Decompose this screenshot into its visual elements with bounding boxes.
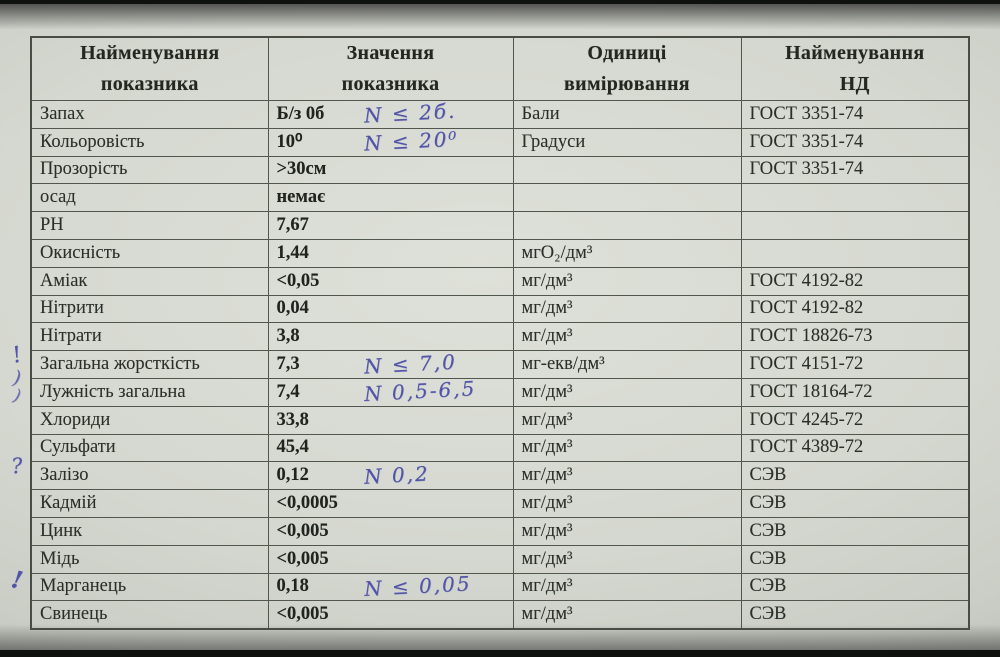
units-cell xyxy=(513,601,741,629)
units-label: мг/дм³ xyxy=(521,548,573,569)
table-row xyxy=(31,295,969,323)
margin-mark: ! xyxy=(8,563,26,595)
nd-cell xyxy=(741,101,969,129)
header-indicator-name xyxy=(31,37,268,101)
indicator-name-cell xyxy=(31,434,268,462)
table-row xyxy=(31,184,969,212)
indicator-name: Свинець xyxy=(40,603,108,624)
indicator-value-cell xyxy=(268,101,513,129)
nd-label: СЭВ xyxy=(749,493,787,514)
units-label: Градуси xyxy=(521,131,586,152)
nd-cell xyxy=(741,128,969,156)
indicator-value: 3,8 xyxy=(276,326,300,347)
nd-label: ГОСТ 18164-72 xyxy=(749,381,873,402)
table-row xyxy=(31,490,969,518)
indicator-name: осад xyxy=(40,187,76,208)
table-row xyxy=(31,545,969,573)
table-row xyxy=(31,101,969,129)
table-row xyxy=(31,351,969,379)
table-row xyxy=(31,462,969,490)
document-photo xyxy=(0,4,1000,650)
units-cell xyxy=(513,295,741,323)
units-cell xyxy=(513,378,741,406)
margin-mark: ? xyxy=(10,453,24,479)
handwritten-note: N ≤ 20⁰ xyxy=(362,126,459,156)
table-row xyxy=(31,156,969,184)
nd-label: ГОСТ 4389-72 xyxy=(749,437,864,458)
indicator-name: Кольоровість xyxy=(40,131,145,152)
indicator-name: Прозорість xyxy=(40,159,128,180)
units-label: мг/дм³ xyxy=(521,465,573,486)
indicator-value: 33,8 xyxy=(276,409,309,430)
indicator-value-cell xyxy=(268,378,513,406)
indicator-value: 45,4 xyxy=(276,437,309,458)
indicator-name-cell xyxy=(31,351,268,379)
indicator-name-cell xyxy=(31,462,268,490)
units-cell xyxy=(513,490,741,518)
nd-cell xyxy=(741,156,969,184)
indicator-name-cell xyxy=(31,156,268,184)
indicator-name-cell xyxy=(31,490,268,518)
units-label: мг/дм³ xyxy=(521,381,573,402)
nd-label: ГОСТ 3351-74 xyxy=(749,103,864,124)
header-row xyxy=(31,37,969,101)
indicator-value-cell xyxy=(268,323,513,351)
indicator-name-cell xyxy=(31,601,268,629)
indicator-name-cell xyxy=(31,212,268,240)
indicator-value: >30см xyxy=(276,159,327,180)
indicator-value-cell xyxy=(268,573,513,601)
units-cell xyxy=(513,323,741,351)
indicator-name-cell xyxy=(31,323,268,351)
nd-cell xyxy=(741,323,969,351)
units-cell xyxy=(513,573,741,601)
nd-label: СЭВ xyxy=(749,520,787,541)
indicator-value-cell xyxy=(268,128,513,156)
units-label: мг/дм³ xyxy=(521,520,573,541)
header-nd-line2: НД xyxy=(839,73,870,95)
nd-label: ГОСТ 3351-74 xyxy=(749,159,864,180)
indicator-value: 0,04 xyxy=(276,298,309,319)
handwritten-note: N 0,5-6,5 xyxy=(362,376,477,407)
units-label: мг/дм³ xyxy=(521,493,573,514)
units-cell xyxy=(513,434,741,462)
units-cell xyxy=(513,239,741,267)
units-label: мг/дм³ xyxy=(521,270,573,291)
table-header xyxy=(31,37,969,101)
indicator-name: Лужність загальна xyxy=(40,381,186,402)
indicator-name-cell xyxy=(31,378,268,406)
indicator-value: <0,005 xyxy=(276,548,329,569)
indicator-value-cell xyxy=(268,601,513,629)
header-units xyxy=(513,37,741,101)
indicator-value: 0,12 xyxy=(276,465,309,486)
margin-mark: ! xyxy=(9,342,25,369)
nd-cell xyxy=(741,573,969,601)
nd-cell xyxy=(741,212,969,240)
indicator-name: Загальна жорсткість xyxy=(40,354,200,375)
nd-cell xyxy=(741,601,969,629)
indicator-name: Нітрати xyxy=(40,326,102,347)
table-row xyxy=(31,378,969,406)
table-body xyxy=(31,101,969,629)
indicator-value: <0,0005 xyxy=(276,493,338,514)
units-cell xyxy=(513,156,741,184)
units-label: Бали xyxy=(521,103,560,124)
indicator-name: Сульфати xyxy=(40,437,116,458)
handwritten-note: N 0,2 xyxy=(362,461,430,489)
indicator-name: РН xyxy=(40,215,64,236)
indicator-value-cell xyxy=(268,434,513,462)
indicator-name: Окисність xyxy=(40,242,121,263)
units-label: мг/дм³ xyxy=(521,576,573,597)
nd-cell xyxy=(741,295,969,323)
indicator-value-cell xyxy=(268,156,513,184)
handwritten-note: N ≤ 7,0 xyxy=(362,349,457,379)
table-row xyxy=(31,239,969,267)
indicator-name-cell xyxy=(31,295,268,323)
indicator-name: Нітрити xyxy=(40,298,104,319)
header-units-line1: Одиниці xyxy=(587,42,667,64)
indicator-value-cell xyxy=(268,351,513,379)
indicator-name: Хлориди xyxy=(40,409,111,430)
indicator-value-cell xyxy=(268,462,513,490)
units-cell xyxy=(513,462,741,490)
nd-cell xyxy=(741,462,969,490)
nd-cell xyxy=(741,545,969,573)
nd-label: СЭВ xyxy=(749,576,787,597)
units-cell xyxy=(513,545,741,573)
nd-cell xyxy=(741,351,969,379)
indicator-value-cell xyxy=(268,212,513,240)
units-label: мг/дм³ xyxy=(521,326,573,347)
nd-label: ГОСТ 4192-82 xyxy=(749,270,864,291)
indicator-value-cell xyxy=(268,545,513,573)
header-indicator-name-line1: Найменування xyxy=(80,42,220,64)
nd-label: СЭВ xyxy=(749,603,787,624)
indicator-name-cell xyxy=(31,128,268,156)
nd-label: СЭВ xyxy=(749,465,787,486)
indicator-name-cell xyxy=(31,239,268,267)
indicator-value: 1,44 xyxy=(276,242,309,263)
indicator-name: Мідь xyxy=(40,548,80,569)
table-row xyxy=(31,267,969,295)
indicator-name-cell xyxy=(31,517,268,545)
handwritten-note: N ≤ 0,05 xyxy=(362,571,472,601)
header-indicator-name-line2: показника xyxy=(100,73,199,95)
indicator-name: Аміак xyxy=(40,270,88,291)
table-row xyxy=(31,573,969,601)
indicator-name-cell xyxy=(31,573,268,601)
indicator-value: 10⁰ xyxy=(276,132,303,153)
indicator-value: <0,005 xyxy=(276,520,329,541)
indicator-value-cell xyxy=(268,406,513,434)
indicator-value: немає xyxy=(276,187,326,208)
units-label: мг/дм³ xyxy=(521,409,573,430)
indicator-value-cell xyxy=(268,490,513,518)
indicator-name: Кадмій xyxy=(40,493,97,514)
units-label: мгО₂/дм³ xyxy=(521,242,593,263)
units-cell xyxy=(513,184,741,212)
water-quality-table xyxy=(30,36,970,630)
indicator-value: 7,3 xyxy=(276,354,300,375)
units-label: мг/дм³ xyxy=(521,298,573,319)
units-label: мг-екв/дм³ xyxy=(521,354,605,375)
units-cell xyxy=(513,351,741,379)
header-indicator-value xyxy=(268,37,513,101)
indicator-name: Марганець xyxy=(40,576,127,597)
nd-cell xyxy=(741,406,969,434)
indicator-name-cell xyxy=(31,267,268,295)
indicator-name: Запах xyxy=(40,103,85,124)
nd-label: СЭВ xyxy=(749,548,787,569)
indicator-value: Б/з 0б xyxy=(276,103,325,124)
indicator-name-cell xyxy=(31,184,268,212)
header-nd xyxy=(741,37,969,101)
nd-label: ГОСТ 18826-73 xyxy=(749,326,873,347)
units-cell xyxy=(513,128,741,156)
nd-label: ГОСТ 4245-72 xyxy=(749,409,864,430)
table-row xyxy=(31,128,969,156)
indicator-value-cell xyxy=(268,517,513,545)
units-cell xyxy=(513,212,741,240)
indicator-value: <0,005 xyxy=(276,603,329,624)
indicator-value-cell xyxy=(268,184,513,212)
nd-label: ГОСТ 4151-72 xyxy=(749,354,864,375)
nd-cell xyxy=(741,378,969,406)
table-row xyxy=(31,434,969,462)
nd-label: ГОСТ 4192-82 xyxy=(749,298,864,319)
units-cell xyxy=(513,517,741,545)
nd-cell xyxy=(741,517,969,545)
nd-cell xyxy=(741,434,969,462)
indicator-value-cell xyxy=(268,295,513,323)
indicator-name: Цинк xyxy=(40,520,83,541)
indicator-value: 0,18 xyxy=(276,576,309,597)
units-cell xyxy=(513,101,741,129)
units-label: мг/дм³ xyxy=(521,437,573,458)
header-indicator-value-line1: Значення xyxy=(346,42,435,64)
indicator-name-cell xyxy=(31,406,268,434)
units-cell xyxy=(513,406,741,434)
table-row xyxy=(31,517,969,545)
indicator-value: <0,05 xyxy=(276,270,320,291)
nd-cell xyxy=(741,184,969,212)
margin-mark: ) xyxy=(11,385,23,407)
indicator-value-cell xyxy=(268,267,513,295)
nd-label: ГОСТ 3351-74 xyxy=(749,131,864,152)
header-units-line2: вимірювання xyxy=(564,73,690,95)
indicator-name-cell xyxy=(31,101,268,129)
indicator-value: 7,4 xyxy=(276,381,300,402)
indicator-value-cell xyxy=(268,239,513,267)
table-row xyxy=(31,323,969,351)
nd-cell xyxy=(741,239,969,267)
units-label: мг/дм³ xyxy=(521,603,573,624)
indicator-name-cell xyxy=(31,545,268,573)
margin-mark: ) xyxy=(11,366,23,390)
handwritten-note: N ≤ 2б. xyxy=(362,99,457,128)
indicator-name: Залізо xyxy=(40,465,89,486)
table-row xyxy=(31,212,969,240)
table-row xyxy=(31,601,969,629)
indicator-value: 7,67 xyxy=(276,215,309,236)
units-cell xyxy=(513,267,741,295)
nd-cell xyxy=(741,267,969,295)
header-nd-line1: Найменування xyxy=(785,42,925,64)
nd-cell xyxy=(741,490,969,518)
table-row xyxy=(31,406,969,434)
header-indicator-value-line2: показника xyxy=(341,73,440,95)
